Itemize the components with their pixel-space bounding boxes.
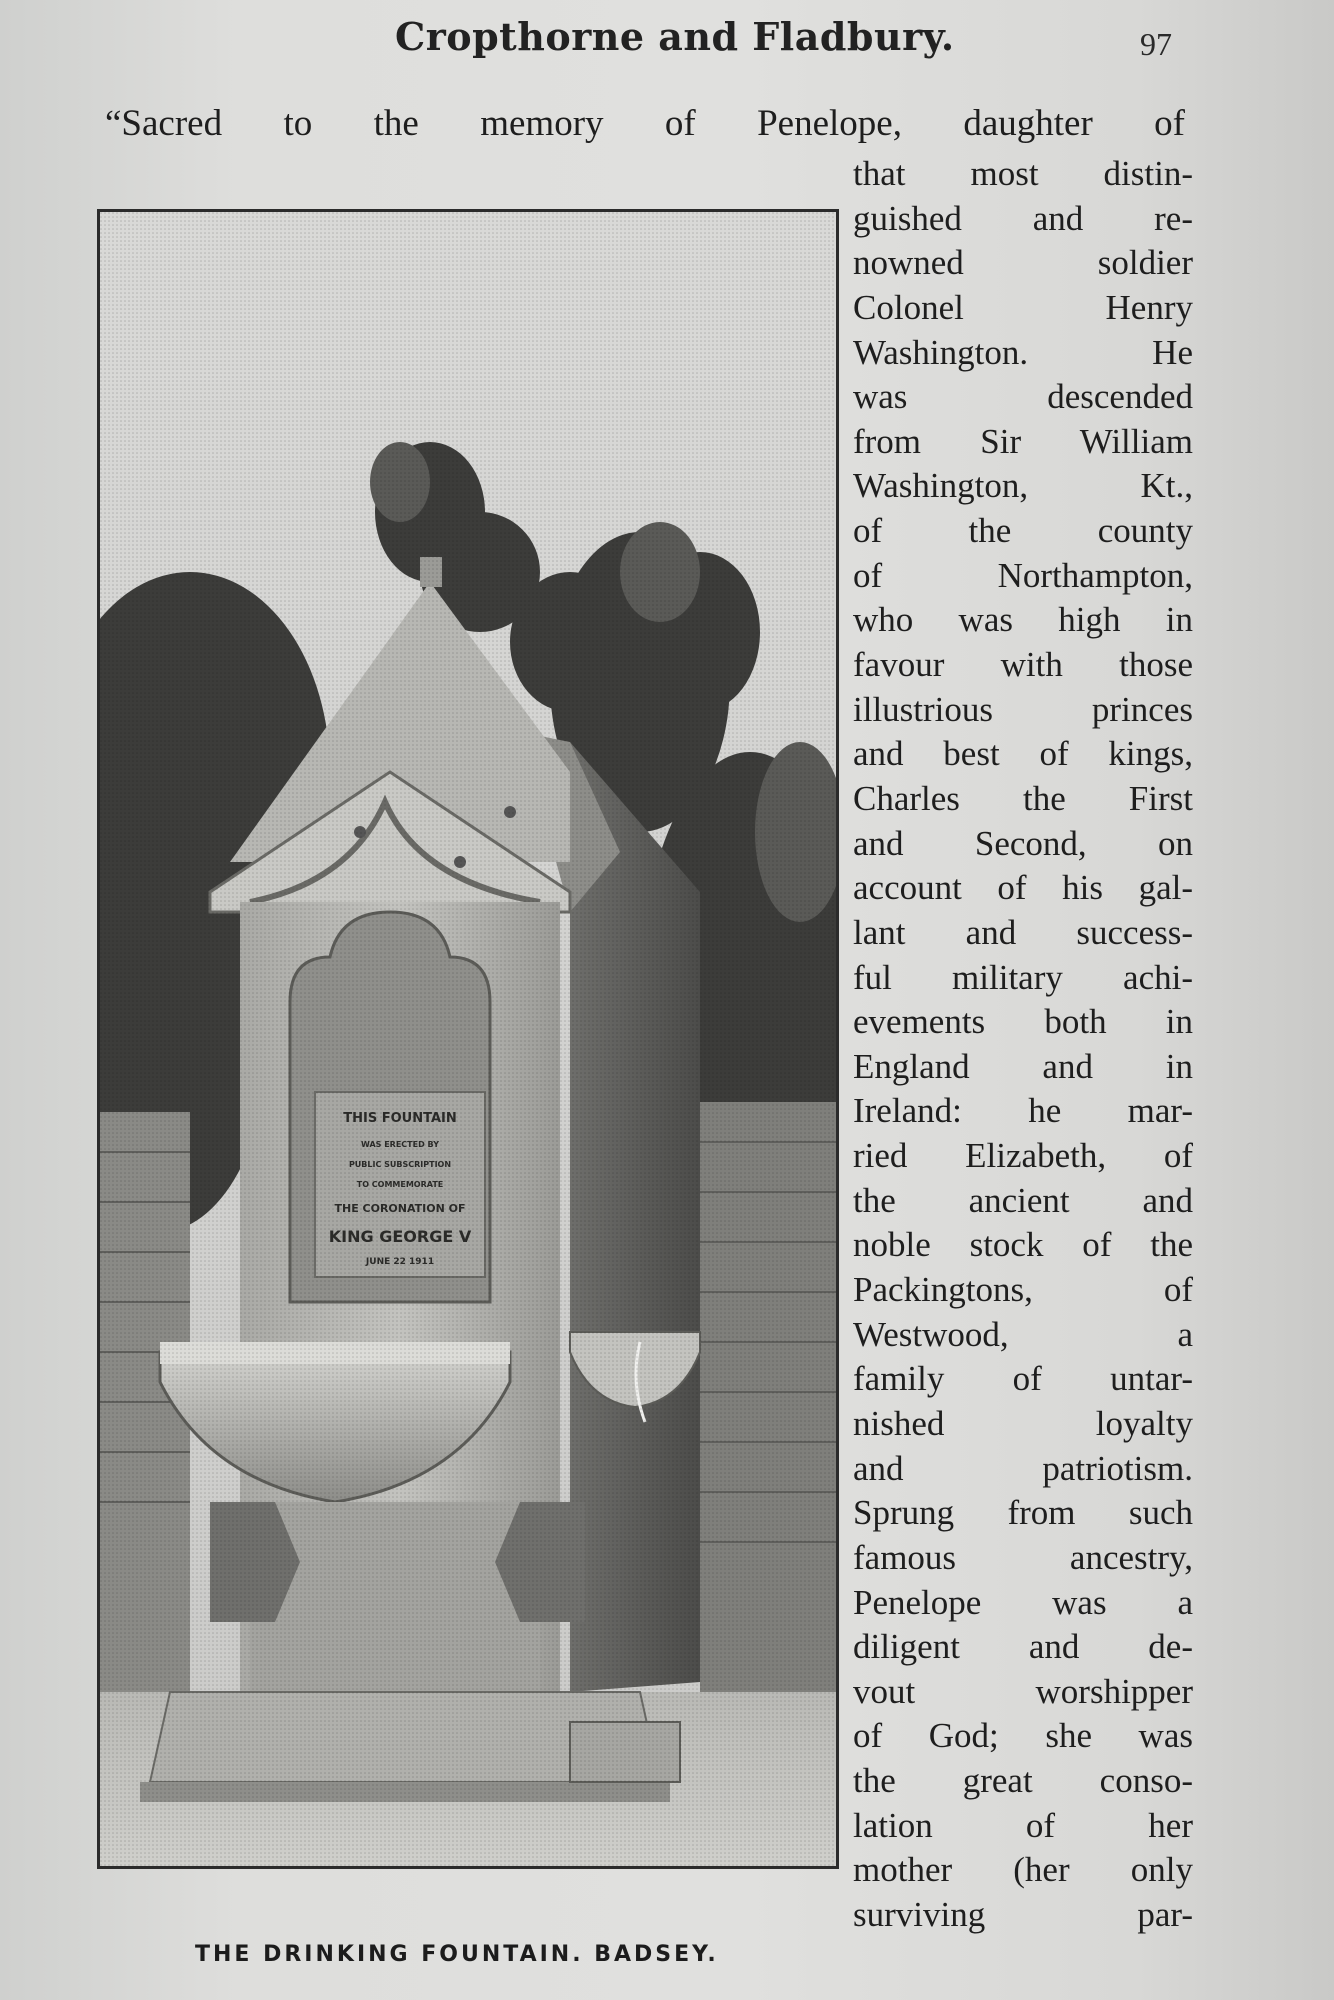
text-line: Charles the First <box>853 778 1193 818</box>
text-line: who was high in <box>853 600 1193 640</box>
text-line: ful military achi- <box>853 957 1193 997</box>
inscription-line: THIS FOUNTAIN <box>343 1111 457 1126</box>
text-line: Packingtons, of <box>853 1270 1193 1310</box>
text-line: of Northampton, <box>853 555 1193 595</box>
inscription-line: JUNE 22 1911 <box>365 1257 435 1267</box>
text-line: vout worshipper <box>853 1671 1193 1711</box>
text-line: was descended <box>853 377 1193 417</box>
text-line: Ireland: he mar- <box>853 1091 1193 1131</box>
text-line: diligent and de- <box>853 1627 1193 1667</box>
text-line: family of untar- <box>853 1359 1193 1399</box>
text-line: nished loyalty <box>853 1403 1193 1443</box>
text-column <box>853 152 1193 1938</box>
text-line: that most distin- <box>853 154 1193 193</box>
text-line: and best of kings, <box>853 734 1193 774</box>
text-line: surviving par- <box>853 1894 1193 1934</box>
text-line: lant and success- <box>853 912 1193 952</box>
text-line: lation of her <box>853 1805 1193 1845</box>
text-line: Penelope was a <box>853 1582 1193 1622</box>
text-line: of the county <box>853 511 1193 551</box>
body-first-line: “Sacred to the memory of Penelope, daughter of <box>105 103 1185 144</box>
text-line: and patriotism. <box>853 1448 1193 1488</box>
text-line: Sprung from such <box>853 1493 1193 1533</box>
text-line: guished and re- <box>853 198 1193 238</box>
photo-illustration <box>100 212 836 1866</box>
fountain-photograph <box>97 209 839 1869</box>
inscription-line: KING GEORGE V <box>328 1227 472 1246</box>
text-line: from Sir William <box>853 421 1193 461</box>
text-line: noble stock of the <box>853 1225 1193 1265</box>
inscription-line: WAS ERECTED BY <box>361 1140 439 1149</box>
figure-caption: THE DRINKING FOUNTAIN. BADSEY. <box>195 1942 719 1967</box>
text-line: the great conso- <box>853 1761 1193 1801</box>
text-line: Washington. He <box>853 332 1193 372</box>
text-line: mother (her only <box>853 1850 1193 1890</box>
text-line: the ancient and <box>853 1180 1193 1220</box>
text-line: account of his gal- <box>853 868 1193 908</box>
text-line: and Second, on <box>853 823 1193 863</box>
text-line: favour with those <box>853 645 1193 685</box>
text-line: nowned soldier <box>853 243 1193 283</box>
text-line: famous ancestry, <box>853 1537 1193 1577</box>
text-line: Washington, Kt., <box>853 466 1193 506</box>
inscription-line: TO COMMEMORATE <box>356 1180 444 1189</box>
running-title: Cropthorne and Fladbury. <box>395 14 955 59</box>
text-line: evements both in <box>853 1002 1193 1042</box>
text-line: ried Elizabeth, of <box>853 1136 1193 1176</box>
text-line: Westwood, a <box>853 1314 1193 1354</box>
text-line: of God; she was <box>853 1716 1193 1756</box>
inscription-line: THE CORONATION OF <box>334 1202 466 1215</box>
text-line: illustrious princes <box>853 689 1193 729</box>
text-line: Colonel Henry <box>853 287 1193 327</box>
inscription-line: PUBLIC SUBSCRIPTION <box>348 1160 452 1169</box>
page-number: 97 <box>1140 26 1172 62</box>
text-line: England and in <box>853 1046 1193 1086</box>
